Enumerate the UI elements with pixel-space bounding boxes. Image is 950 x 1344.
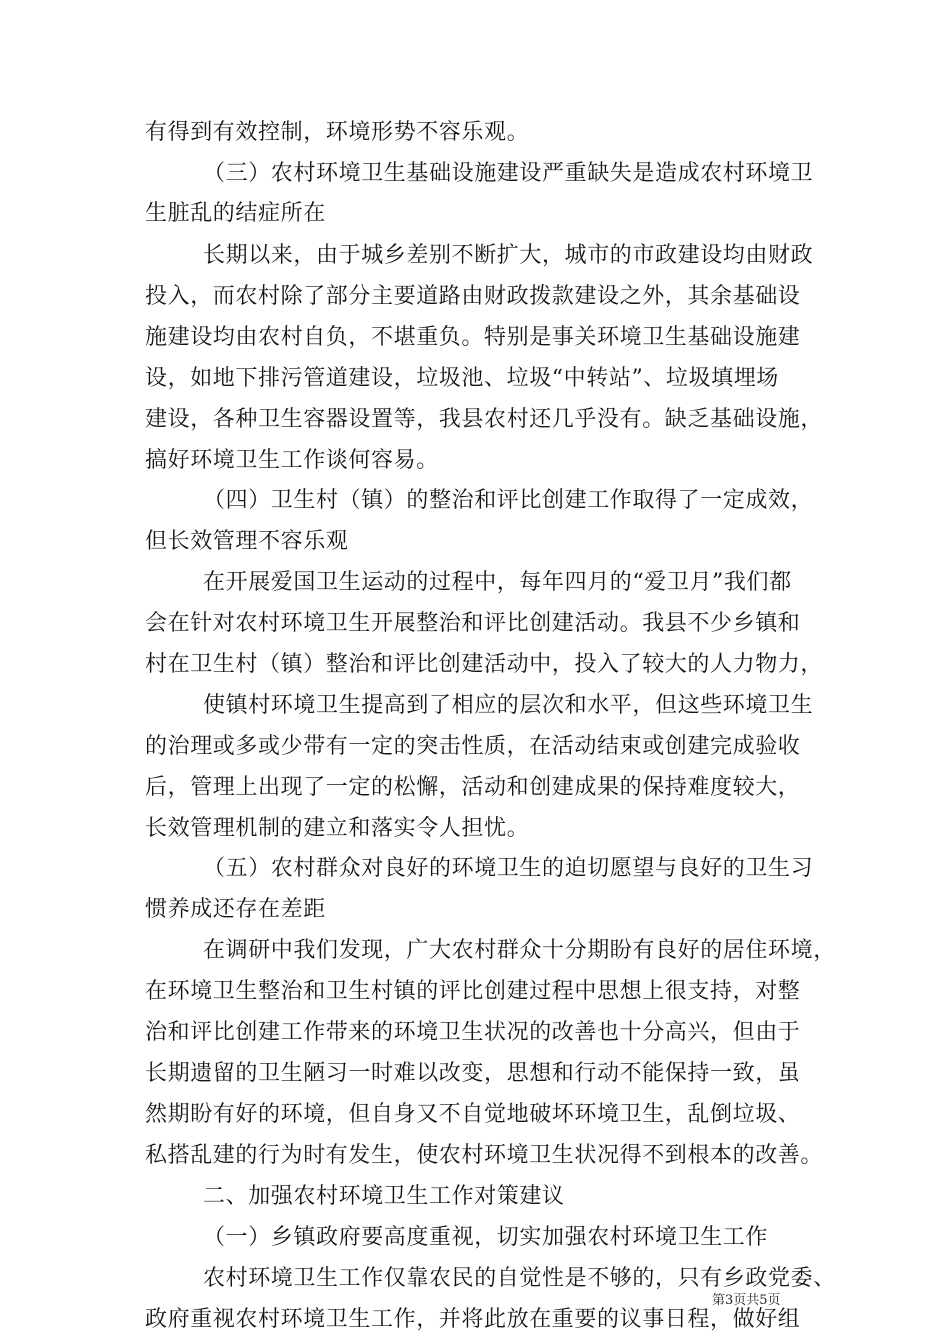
text-line: 在调研中我们发现，广大农村群众十分期盼有良好的居住环境，	[203, 938, 836, 963]
text-line: 农村环境卫生工作仅靠农民的自觉性是不够的，只有乡政党委、	[203, 1266, 836, 1291]
text-line: 然期盼有好的环境，但自身又不自觉地破坏环境卫生，乱倒垃圾、	[145, 1102, 801, 1127]
chapter-heading: 二、加强农村环境卫生工作对策建议	[203, 1184, 565, 1209]
text-line: 政府重视农村环境卫生工作，并将此放在重要的议事日程，做好组	[145, 1307, 801, 1332]
section-heading: （三）农村环境卫生基础设施建设严重缺失是造成农村环境卫	[203, 161, 814, 186]
text-line: 有得到有效控制，环境形势不容乐观。	[145, 120, 530, 145]
page-number-footer: 第3页共5页	[712, 1293, 781, 1308]
text-line: 投入，而农村除了部分主要道路由财政拨款建设之外，其余基础设	[145, 284, 801, 309]
section-heading: 但长效管理不容乐观	[145, 529, 349, 554]
section-heading: 惯养成还存在差距	[145, 897, 326, 922]
text-line: 在开展爱国卫生运动的过程中，每年四月的“爱卫月”我们都	[203, 570, 792, 595]
text-line: 长期遗留的卫生陋习一时难以改变，思想和行动不能保持一致，虽	[145, 1061, 801, 1086]
text-line: 后，管理上出现了一定的松懈，活动和创建成果的保持难度较大，	[145, 775, 801, 800]
text-line: 建设，各种卫生容器设置等，我县农村还几乎没有。缺乏基础设施，	[145, 407, 824, 432]
text-line: 村在卫生村（镇）整治和评比创建活动中，投入了较大的人力物力，	[145, 652, 824, 677]
text-line: 长期以来，由于城乡差别不断扩大，城市的市政建设均由财政	[203, 243, 814, 268]
text-line: 搞好环境卫生工作谈何容易。	[145, 448, 439, 473]
section-heading: 生脏乱的结症所在	[145, 201, 326, 226]
text-line: 在环境卫生整治和卫生村镇的评比创建过程中思想上很支持，对整	[145, 979, 801, 1004]
text-line: 长效管理机制的建立和落实令人担忧。	[145, 816, 530, 841]
text-line: 治和评比创建工作带来的环境卫生状况的改善也十分高兴，但由于	[145, 1020, 801, 1045]
text-line: 使镇村环境卫生提高到了相应的层次和水平，但这些环境卫生	[203, 693, 814, 718]
section-heading: （一）乡镇政府要高度重视，切实加强农村环境卫生工作	[203, 1225, 769, 1250]
text-line: 会在针对农村环境卫生开展整治和评比创建活动。我县不少乡镇和	[145, 611, 801, 636]
text-line: 私搭乱建的行为时有发生，使农村环境卫生状况得不到根本的改善。	[145, 1143, 824, 1168]
text-line: 的治理或多或少带有一定的突击性质，在活动结束或创建完成验收	[145, 734, 801, 759]
section-heading: （四）卫生村（镇）的整治和评比创建工作取得了一定成效，	[203, 488, 814, 513]
text-line: 设，如地下排污管道建设，垃圾池、垃圾“中转站”、垃圾填埋场	[145, 366, 779, 391]
text-line: 施建设均由农村自负，不堪重负。特别是事关环境卫生基础设施建	[145, 325, 801, 350]
section-heading: （五）农村群众对良好的环境卫生的迫切愿望与良好的卫生习	[203, 856, 814, 881]
